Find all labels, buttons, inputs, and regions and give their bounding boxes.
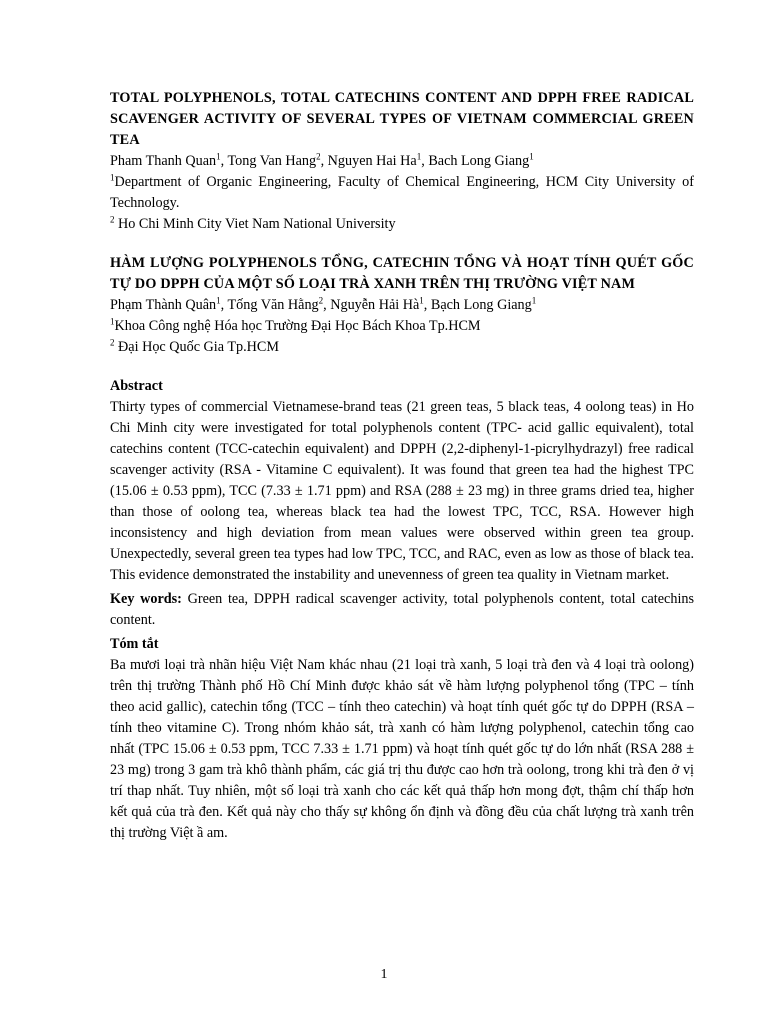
keywords-label: Key words: bbox=[110, 591, 182, 607]
author: Bạch Long Giang$^1$ bbox=[430, 295, 537, 313]
author: Nguyễn Hải $Hà^1$, bbox=[330, 295, 431, 313]
abstract-text: Thirty types of commercial Vietnamese-brand teas (21 green teas, 5 black teas, 4 oolong teas) in Ho Chi Minh city were investigated for total polyphenols content (TPC- acid gallic equivalent), total catechins content (TCC-catechin equivalent) and DPPH (2,2-diphenyl-1-picrylhydrazyl) free radical scavenger activity (RSA - Vitamine C equivalent). It was found that green tea had the highest TPC (15.06 ± 0.53 ppm), TCC (7.33 ± 1.71 ppm) and RSA (288 ± 23 mg) in three grams dried tea, higher than those of oolong tea, whereas black tea had the lowest TPC, TCC, RSA. However high inconsistency and high deviation from mean values were observed within green tea group. Unexpectedly, several green tea types had low TPC, TCC, and RAC, even as low as those of black tea. This evidence demonstrated the instability and unevenness of green tea quality in Vietnam market. bbox=[110, 399, 694, 583]
author: Phạm Thành Quân$^1$, bbox=[110, 295, 228, 313]
english-authors bbox=[110, 151, 694, 172]
vietnamese-affiliation-2: $^2$ Đại Học Quốc Gia Tp.HCM bbox=[110, 337, 279, 355]
author: Bach Long Giang$^1$ bbox=[428, 151, 534, 169]
english-affiliation-2: $^2$ Ho Chi Minh City Viet Nam National University bbox=[110, 214, 396, 232]
author: Tong Van Hang$^2$, bbox=[227, 151, 328, 169]
abstract-section bbox=[110, 376, 694, 631]
keywords bbox=[110, 589, 694, 631]
author: Pham Thanh Quan$^1$, bbox=[110, 151, 228, 169]
vietnamese-authors bbox=[110, 295, 694, 316]
vietnamese-header bbox=[110, 253, 694, 358]
keywords-text: Green tea, DPPH radical scavenger activity, total polyphenols content, total catechins content. bbox=[110, 591, 694, 628]
author: Tống Văn Hằng$^2$, bbox=[227, 295, 331, 313]
vietnamese-title: HÀM LƯỢNG POLYPHENOLS TỔNG, CATECHIN TỔNG VÀ HOẠT TÍNH QUÉT GỐC TỰ DO DPPH CỦA MỘT SỐ LOẠI TRÀ XANH TRÊN THỊ TRƯỜNG VIỆT NAM bbox=[110, 255, 694, 292]
english-title: TOTAL POLYPHENOLS, TOTAL CATECHINS CONTENT AND DPPH FREE RADICAL SCAVENGER ACTIVITY OF SEVERAL TYPES OF VIETNAM COMMERCIAL GREEN TEA bbox=[110, 90, 694, 148]
tomtat-text: Ba mươi loại trà nhãn hiệu Việt Nam khác nhau (21 loại trà xanh, 5 loại trà đen và 4 loại trà oolong) trên thị trường Thành phố Hồ Chí Minh được khảo sát về hàm lượng polyphenol tổng (TPC – tính theo acid gallic), catechin tổng (TCC – tính theo catechin) và hoạt tính quét gốc tự do DPPH (RSA – tính theo vitamine C). Trong nhóm khảo sát, trà xanh có hàm lượng polyphenol, catechin tổng cao nhất (TPC 15.06 ± 0.53 ppm, TCC 7.33 ± 1.71 ppm) và hoạt tính quét gốc tự do lớn nhất (RSA 288 ± 23 mg) trong 3 gam trà khô thành phẩm, các giá trị thu được cao hơn trà oolong, trong khi trà đen ở vị trí thap nhất. Tuy nhiên, một số loại trà xanh cho các kết quả thấp hơn mong đợt, thậm chí thấp hơn kết quả của trà đen. Kết quả này cho thấy sự không ổn định và đồng đều của chất lượng trà xanh trên thị trường Việt ầ am. bbox=[110, 657, 694, 841]
abstract-heading: Abstract bbox=[110, 378, 163, 394]
document-page bbox=[110, 88, 694, 844]
tomtat-heading: Tóm tắt bbox=[110, 636, 159, 652]
tomtat-section bbox=[110, 634, 694, 844]
vietnamese-affiliation-1: $^1$Khoa Công nghệ Hóa học Trường Đại Học Bách Khoa Tp.HCM bbox=[110, 316, 481, 334]
author: Nguyen Hai Ha$^1$, bbox=[327, 151, 429, 169]
page-number: 1 bbox=[380, 967, 388, 982]
english-affiliation-1: $^1$Department of Organic Engineering, Faculty of Chemical Engineering, HCM City University of Technology. bbox=[110, 172, 694, 211]
english-header bbox=[110, 88, 694, 235]
